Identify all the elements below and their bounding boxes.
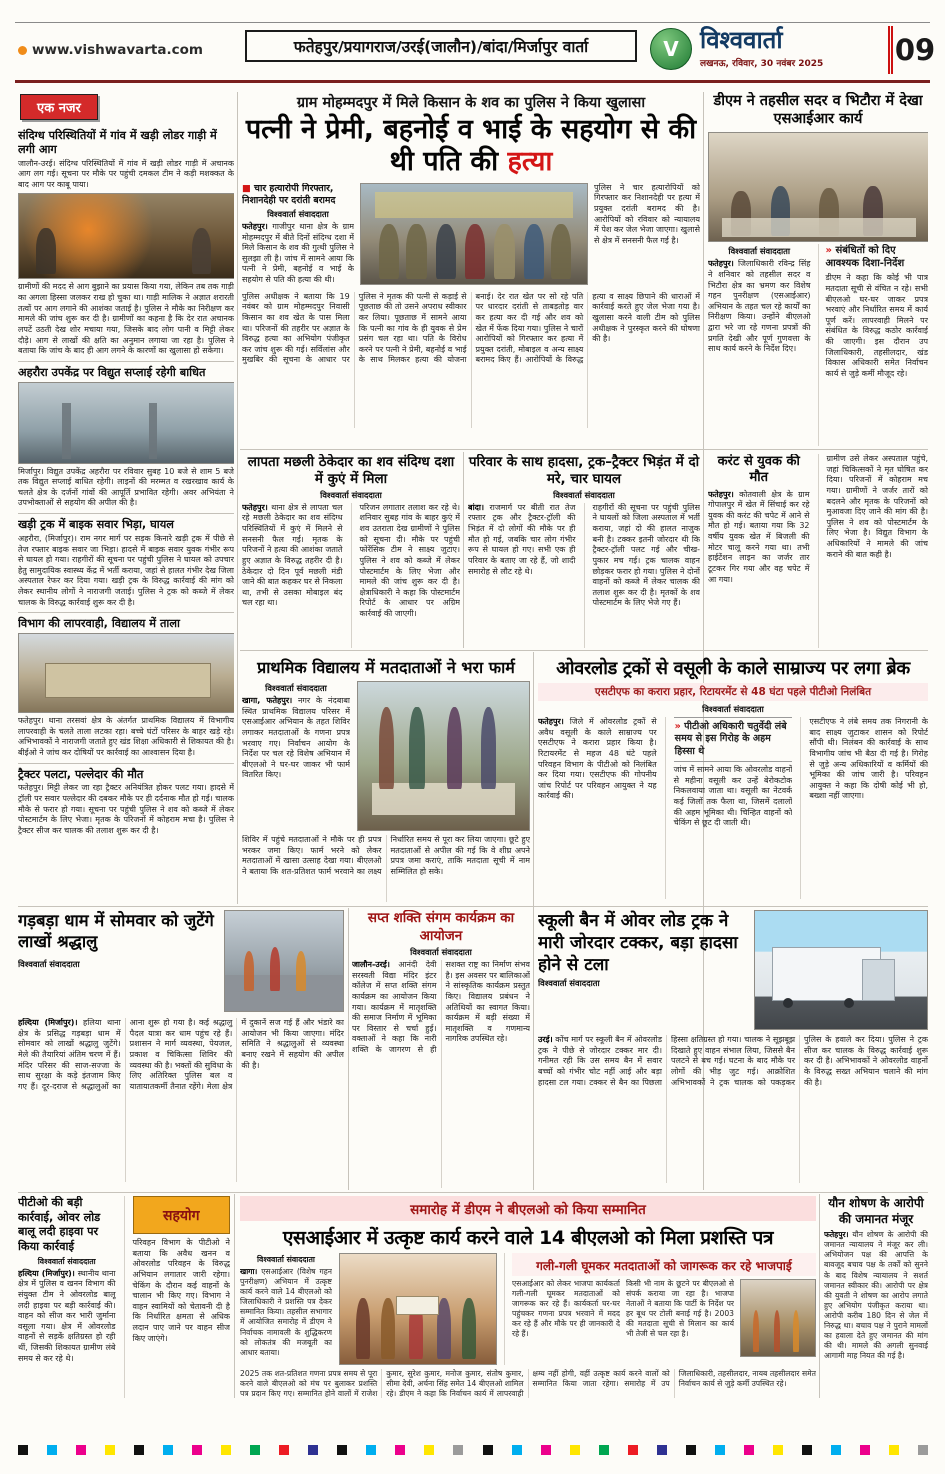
dm-subhead: संबंधितों को दिए आवश्यक दिशा-निर्देश — [825, 245, 905, 270]
print-marks — [18, 1444, 928, 1455]
logo-letter: V — [663, 37, 679, 61]
color-registration-mark — [47, 1445, 57, 1455]
sapt-shakti-story — [352, 910, 530, 1188]
brief-item — [18, 613, 234, 763]
truck-collision-photo — [754, 910, 928, 1030]
accident-byline: विश्ववार्ता संवाददाता — [553, 489, 615, 500]
site-url-block — [18, 42, 203, 58]
divider — [240, 650, 928, 651]
gali-headline: गली-गली घूमकर मतदाताओं को जागरूक कर रहे भाजपाई — [536, 1259, 792, 1273]
brief-headline: संदिग्ध परिस्थितियों में गांव में खड़ी लोडर गाड़ी में लगी आग — [18, 129, 217, 156]
color-registration-mark — [860, 1445, 870, 1455]
blo-dateline: खागा। — [240, 1267, 258, 1276]
brief-body: जालौन-उरई। संदिग्ध परिस्थितियों में गांव में खड़ी लोडर गाड़ी में अचानक आग लग गई। सूचना पर मौके पर पहुंची दमकल टीम ने कड़ी मशक्कत के बाद आग पर काबू पाया। — [18, 158, 234, 189]
ek-nazar-column — [18, 92, 234, 904]
sapt-byline: विश्ववार्ता संवाददाता — [410, 947, 472, 958]
forms-dateline: खागा, फतेहपुर। — [242, 696, 293, 705]
family-accident-story — [468, 454, 700, 648]
ek-nazar-title: एक नजर — [20, 94, 98, 120]
forms-headline: प्राथमिक विद्यालय में मतदाताओं ने भरा फार्म — [257, 658, 515, 677]
color-registration-mark — [279, 1445, 289, 1455]
color-registration-mark — [715, 1445, 725, 1455]
color-registration-mark — [163, 1445, 173, 1455]
color-registration-mark — [918, 1445, 928, 1455]
fish-body2: परिजन लगातार तलाश कर रहे थे। शनिवार सुबह गांव के बाहर कुएं में शव उतराता देख ग्रामीणों ने पुलिस को सूचना दी। मौके पर पहुंची फोरेंसिक टीम ने साक्ष्य जुटाए। पुलिस ने शव को कब्जे में लेकर पोस्टमार्टम के लिए भेजा और मामले की जांच शुरू कर दी है। क्षेत्राधिकारी ने कहा कि पोस्टमार्टम रिपोर्ट के आधार पर अग्रिम कार्रवाई की जाएगी। — [359, 502, 460, 618]
blo-band: समारोह में डीएम ने बीएलओ को किया सम्मानित — [240, 1196, 816, 1221]
forms-camp-photo — [357, 681, 530, 831]
bjp-door-to-door-photo — [740, 1279, 816, 1357]
overload-body2: जांच में सामने आया कि ओवरलोड वाहनों से महीना वसूली कर उन्हें बेरोकटोक निकलवाया जाता था। वसूली का नेटवर्क कई जिलों तक फैला था, जिसमें दलालों की अहम भूमिका थी। चिन्हित वाहनों को चेकिंग से छूट दी जाती थी। — [673, 765, 793, 828]
color-registration-mark — [134, 1445, 144, 1455]
electrocution-dateline: फतेहपुर। — [708, 489, 734, 499]
fish-byline: विश्ववार्ता संवाददाता — [320, 489, 382, 500]
overload-trucks-story — [538, 656, 928, 902]
sapt-dateline: जालौन-उरई। — [352, 960, 390, 970]
dm-headline: डीएम ने तहसील सदर व भिटौरा में देखा एसआईआर कार्य — [713, 93, 923, 128]
color-registration-mark — [221, 1445, 231, 1455]
brief-headline: खड़ी ट्रक में बाइक सवार भिड़ा, घायल — [18, 518, 174, 532]
lead-story — [242, 92, 700, 446]
angle-icon: » — [674, 721, 681, 732]
sahyog-label: सहयोग — [162, 1208, 200, 1224]
color-registration-mark — [308, 1445, 318, 1455]
dm-body2: डीएम ने कहा कि कोई भी पात्र मतदाता सूची से वंचित न रहे। सभी बीएलओ घर-घर जाकर प्रपत्र भरवाएं और निर्धारित समय में कार्य पूर्ण करें। लापरवाही मिलने पर संबंधित के विरुद्ध कठोर कार्रवाई की जाएगी। इस दौरान उप जिलाधिकारी, तहसीलदार, खंड विकास अधिकारी समेत निर्वाचन कार्य से जुड़े कर्मी मौजूद रहे। — [825, 273, 928, 378]
voter-forms-story — [242, 656, 530, 902]
region-box — [245, 30, 637, 62]
brief-headline: अहरौरा उपकेंद्र पर विद्युत सप्लाई रहेगी बाधित — [18, 365, 206, 379]
pto-dateline: हल्दिया (मिर्जापुर)। — [18, 1268, 75, 1278]
blo-body-bottom: 2025 तक शत-प्रतिशत गणना प्रपत्र समय से पूरा करने वाले बीएलओ को मंच पर बुलाकर प्रशस्ति पत्र प्रदान किए गए। सम्मानित होने वालों में राजेश कुमार, सुरेश कुमार, मनोज कुमार, संतोष कुमार, सीमा देवी, अर्चना सिंह समेत 14 बीएलओ शामिल रहे। डीएम ने कहा कि निर्वाचन कार्य में लापरवाही क्षम्य नहीं होगी, वहीं उत्कृष्ट कार्य करने वालों को सम्मानित किया जाता रहेगा। समारोह में उप जिलाधिकारी, तहसीलदार, नायब तहसीलदार समेत निर्वाचन कार्य से जुड़े कर्मी उपस्थित रहे। — [240, 1369, 816, 1398]
pilgrim-procession-photo — [224, 910, 344, 1012]
accident-body1: राजमार्ग पर बीती रात तेज रफ्तार ट्रक और ट्रैक्टर-ट्रॉली की भिड़ंत में दो लोगों की मौके पर ही मौत हो गई, जबकि चार लोग गंभीर रूप से घायल हो गए। सभी एक ही परिवार के बताए जा रहे हैं, जो शादी समारोह से लौट रहे थे। — [468, 502, 576, 576]
brief-body: ग्रामीणों की मदद से आग बुझाने का प्रयास किया गया, लेकिन तब तक गाड़ी का अगला हिस्सा जलकर राख हो चुका था। गाड़ी मालिक ने अज्ञात शरारती तत्वों पर आग लगाने की आशंका जताई है। पुलिस ने मौके का निरीक्षण कर मामले की जांच शुरू कर दी है। ग्रामीणों का कहना है कि देर रात अचानक लपटें उठती देख शोर मचाया गया, जिसके बाद लोग पानी व मिट्टी लेकर दौड़े। आग से लाखों की क्षति का अनुमान लगाया जा रहा है। पुलिस ने बताया कि जांच के बाद ही आग लगने के कारणों का खुलासा हो सकेगा। — [18, 282, 234, 356]
color-registration-mark — [366, 1445, 376, 1455]
accident-headline: परिवार के साथ हादसा, ट्रक–ट्रैक्टर भिड़ंत में दो मरे, चार घायल — [468, 454, 700, 487]
brief-body: फतेहपुर। मिट्टी लेकर जा रहा ट्रैक्टर अनियंत्रित होकर पलट गया। हादसे में ट्रॉली पर सवार पल्लेदार की दबकर मौके पर ही दर्दनाक मौत हो गई। चालक मौके से फरार हो गया। सूचना पर पहुंची पुलिस ने शव को कब्जे में लेकर पोस्टमार्टम के लिए भेजा। मृतक के परिजनों में कोहराम मचा है। पुलिस ने ट्रैक्टर सीज कर चालक की तलाश शुरू कर दी है। — [18, 783, 234, 835]
page-number: 09 — [894, 33, 936, 67]
edition-line: लखनऊ, रविवार, 30 नवंबर 2025 — [700, 59, 824, 70]
divider — [234, 1194, 235, 1398]
color-registration-mark — [802, 1445, 812, 1455]
bail-headline: यौन शोषण के आरोपी की जमानत मंजूर — [828, 1196, 924, 1226]
dm-dateline: फतेहपुर। — [708, 259, 734, 269]
divider — [237, 92, 238, 904]
brief-body: मिर्जापुर। विद्युत उपकेंद्र अहरौरा पर रविवार सुबह 10 बजे से शाम 5 बजे तक विद्युत सप्लाई बाधित रहेगी। लाइनों की मरम्मत व रखरखाव कार्य के चलते क्षेत्र के दर्जनों गांवों की आपूर्ति प्रभावित रहेगी। अवर अभियंता ने उपभोक्ताओं से सहयोग की अपील की है। — [18, 466, 234, 508]
sapt-headline: सप्त शक्ति संगम कार्यक्रम का आयोजन — [367, 910, 515, 944]
color-registration-mark — [453, 1445, 463, 1455]
fish-contractor-story — [242, 454, 460, 648]
lead-headline: पत्नी ने प्रेमी, बहनोई व भाई के सहयोग से की थी पति की हत्या — [245, 114, 697, 177]
overload-headline: ओवरलोड ट्रकों से वसूली के काले साम्राज्य पर लगा ब्रेक — [556, 658, 910, 679]
fish-headline: लापता मछली ठेकेदार का शव संदिग्ध दशा में कुएं में मिला — [247, 454, 455, 487]
color-registration-mark — [395, 1445, 405, 1455]
lead-body-left: गाजीपुर थाना क्षेत्र के ग्राम मोहम्मदपुर में बीते दिनों संदिग्ध दशा में मिले किसान के शव की गुत्थी पुलिस ने सुलझा ली है। जांच में सामने आया कि पत्नी ने प्रेमी, बहनोई व भाई के सहयोग से पति की हत्या की थी। — [242, 221, 354, 284]
van-body: कोंच मार्ग पर स्कूली बैन में ओवरलोड ट्रक ने पीछे से जोरदार टक्कर मार दी। गनीमत रही कि उस समय बैन में सवार बच्चों को गंभीर चोट नहीं आई और बड़ा हादसा टल गया। टक्कर से बैन का पिछला हिस्सा क्षतिग्रस्त हो गया। चालक ने सूझबूझ दिखाते हुए वाहन संभाल लिया, जिससे बैन पलटने से बच गई। घटना के बाद मौके पर लोगों की भीड़ जुट गई। आक्रोशित अभिभावकों ने ट्रक चालक को पकड़कर पुलिस के हवाले कर दिया। पुलिस ने ट्रक सीज कर चालक के विरुद्ध कार्रवाई शुरू कर दी है। अभिभावकों ने ओवरलोड वाहनों के विरुद्ध सख्त अभियान चलाने की मांग की है। — [538, 1035, 928, 1087]
divider — [348, 908, 349, 1190]
bail-body: यौन शोषण के आरोपी की जमानत न्यायालय ने मंजूर कर ली। अभियोजन पक्ष की आपत्ति के बावजूद बचाव पक्ष के तर्कों को सुनने के बाद विशेष न्यायालय ने सशर्त जमानत स्वीकार की। आरोपी पर क्षेत्र की युवती ने शोषण का आरोप लगाते हुए अभियोग पंजीकृत कराया था। आरोपी करीब 180 दिन से जेल में निरुद्ध था। बचाव पक्ष ने पुराने मामलों का हवाला देते हुए जमानत की मांग की थी। मामले की अगली सुनवाई आगामी माह नियत की गई है। — [824, 1230, 928, 1361]
divider — [533, 652, 534, 1190]
blo-byline: विश्ववार्ता संवाददाता — [257, 1255, 315, 1264]
color-registration-mark — [744, 1445, 754, 1455]
blo-body-left: एसआईआर (विशेष गहन पुनरीक्षण) अभियान में उत्कृष्ट कार्य करने वाले 14 बीएलओ को जिलाधिकारी ने प्रशस्ति पत्र देकर सम्मानित किया। तहसील सभागार में आयोजित समारोह में डीएम ने निर्वाचक नामावली के शुद्धिकरण को लोकतंत्र की मजबूती का आधार बताया। — [240, 1267, 332, 1357]
color-registration-mark — [570, 1445, 580, 1455]
lead-body-right: पुलिस ने चार हत्यारोपियों को गिरफ्तार कर निशानदेही पर हत्या में प्रयुक्त दरांती बरामद की है। आरोपियों को रविवार को न्यायालय में पेश कर जेल भेजा जाएगा। खुलासे से क्षेत्र में सनसनी फैल गई है। — [594, 182, 700, 245]
bjp-awareness-substory — [504, 1253, 816, 1365]
school-van-story — [538, 910, 928, 1188]
electrocution-body2: ग्रामीण उसे लेकर अस्पताल पहुंचे, जहां चिकित्सकों ने मृत घोषित कर दिया। परिजनों में कोहराम मच गया। ग्रामीणों ने जर्जर तारों को बदलने और मृतक के परिजनों को मुआवजा दिए जाने की मांग की है। पुलिस ने शव को पोस्टमार्टम के लिए भेजा है। विद्युत विभाग के अधिकारियों ने मामले की जांच कराने की बात कही है। — [826, 454, 928, 559]
divider — [18, 906, 928, 907]
overload-body1: जिले में ओवरलोड ट्रकों से अवैध वसूली के काले साम्राज्य पर एसटीएफ ने करारा प्रहार किया है। रिटायरमेंट से महज 48 घंटे पहले परिवहन विभाग के पीटीओ को निलंबित कर दिया गया। एसटीएफ की गोपनीय जांच रिपोर्ट पर परिवहन आयुक्त ने यह कार्रवाई की। — [538, 717, 657, 801]
pto-action-story — [18, 1196, 230, 1398]
masthead-logo-icon — [650, 28, 692, 70]
header-rule — [15, 80, 930, 83]
lead-bullet: चार हत्यारोपी गिरफ्तार, निशानदेही पर दरांती बरामद — [242, 182, 336, 206]
color-registration-mark — [337, 1445, 347, 1455]
bail-story — [824, 1196, 928, 1398]
divider — [240, 449, 928, 450]
gali-body2: किसी भी नाम के छूटने पर बीएलओ से संपर्क कराया जा रहा है। भाजपा नेताओं ने बताया कि पार्टी के निर्देश पर हर बूथ पर टोली बनाई गई है। 2003 की मतदाता सूची से मिलान का कार्य भी तेजी से चल रहा है। — [626, 1279, 734, 1339]
color-registration-mark — [541, 1445, 551, 1455]
gali-body1: एसआईआर को लेकर भाजपा कार्यकर्ता गली-गली घूमकर मतदाताओं को जागरूक कर रहे हैं। कार्यकर्ता घर-घर पहुंचकर गणना प्रपत्र भरवाने में मदद कर रहे हैं और मौके पर ही जानकारी दे रहे हैं। — [512, 1279, 620, 1339]
color-registration-mark — [686, 1445, 696, 1455]
lead-dateline: फतेहपुर। — [242, 221, 268, 231]
brief-item — [18, 125, 234, 362]
brief-headline: ट्रैक्टर पलटा, पल्लेदार की मौत — [18, 767, 144, 781]
gadbada-byline: विश्ववार्ता संवाददाता — [18, 958, 80, 969]
sun-icon — [18, 46, 27, 55]
electrocution-headline: करंट से युवक की मौत — [717, 454, 800, 486]
dm-sir-story — [708, 92, 928, 446]
divider — [819, 1194, 820, 1398]
overload-pullquote: » पीटीओ अधिकारी चतुर्वेदी लंबे समय से इस गिरोह के अहम हिस्सा थे — [674, 717, 793, 762]
school-photo — [18, 633, 234, 713]
gadbada-dham-story — [18, 910, 344, 1188]
color-registration-mark — [628, 1445, 638, 1455]
fish-dateline: फतेहपुर। — [242, 502, 268, 512]
overload-subhead: एसटीएफ का करारा प्रहार, रिटायरमेंट से 48 घंटा पहले पीटीओ निलंबित — [538, 683, 928, 701]
brief-item — [18, 362, 234, 514]
brief-item — [18, 514, 234, 613]
electrocution-story — [708, 454, 928, 648]
bail-dateline: फतेहपुर। — [824, 1230, 849, 1240]
accident-body2: राहगीरों की सूचना पर पहुंची पुलिस ने घायलों को जिला अस्पताल में भर्ती कराया, जहां दो की हालत नाजुक बनी है। टक्कर इतनी जोरदार थी कि ट्रैक्टर-ट्रॉली पलट गई और चीख-पुकार मच गई। ट्रक चालक वाहन छोड़कर फरार हो गया। पुलिस ने दोनों वाहनों को कब्जे में लेकर चालक की तलाश शुरू कर दी है। मृतकों के शव पोस्टमार्टम के लिए भेजे गए हैं। — [592, 502, 700, 608]
brief-body: फतेहपुर। थाना तरसवां क्षेत्र के अंतर्गत प्राथमिक विद्यालय में विभागीय लापरवाही के चलते ताला लटका रहा। बच्चे घंटों परिसर के बाहर खड़े रहे। अभिभावकों ने नाराजगी जताते हुए खंड शिक्षा अधिकारी से शिकायत की है। बीईओ ने जांच कर दोषियों पर कार्रवाई का आश्वासन दिया है। — [18, 716, 234, 757]
gadbada-headline: गड़बड़ा धाम में सोमवार को जुटेंगे लाखों श्रद्धालु — [18, 911, 214, 952]
color-registration-mark — [76, 1445, 86, 1455]
divider — [18, 1192, 928, 1193]
blo-award-story — [240, 1196, 816, 1398]
dm-inspection-photo — [708, 132, 928, 242]
color-registration-mark — [657, 1445, 667, 1455]
van-headline: स्कूली बैन में ओवर लोड ट्रक ने मारी जोरदार टक्कर, बड़ा हादसा होने से टला — [538, 911, 738, 976]
color-registration-mark — [889, 1445, 899, 1455]
blo-headline: एसआईआर में उत्कृष्ट कार्य करने वाले 14 बीएलओ को मिला प्रशस्ति पत्र — [282, 1227, 774, 1249]
page-number-box — [888, 26, 937, 74]
color-registration-mark — [105, 1445, 115, 1455]
color-registration-mark — [773, 1445, 783, 1455]
sahyog-box — [133, 1196, 231, 1234]
color-registration-mark — [424, 1445, 434, 1455]
lead-body-bottom: पुलिस अधीक्षक ने बताया कि 19 नवंबर को ग्राम मोहम्मदपुर निवासी किसान का शव खेत के पास मिला था। परिजनों की तहरीर पर अज्ञात के विरुद्ध हत्या का अभियोग पंजीकृत कर जांच शुरू की गई। सर्विलांस और मुखबिर की सूचना के आधार पर पुलिस ने मृतक की पत्नी से कड़ाई से पूछताछ की तो उसने अपराध स्वीकार कर लिया। पूछताछ में सामने आया कि पत्नी का गांव के ही युवक से प्रेम प्रसंग चल रहा था। पति के विरोध करने पर पत्नी ने प्रेमी, बहनोई व भाई के साथ मिलकर हत्या की योजना बनाई। देर रात खेत पर सो रहे पति पर धारदार दरांती से ताबड़तोड़ वार कर हत्या कर दी गई और शव को खेत में फेंक दिया गया। पुलिस ने चारों आरोपियों को गिरफ्तार कर हत्या में प्रयुक्त दरांती, मोबाइल व अन्य साक्ष्य बरामद किए हैं। आरोपियों के विरुद्ध हत्या व साक्ष्य छिपाने की धाराओं में कार्रवाई करते हुए जेल भेजा गया है। खुलासा करने वाली टीम को पुलिस अधीक्षक ने पुरस्कृत करने की घोषणा की है। — [242, 291, 700, 365]
accident-dateline: बांदा। — [468, 502, 484, 512]
color-registration-mark — [512, 1445, 522, 1455]
gadbada-body: हलिया थाना क्षेत्र के प्रसिद्ध गड़बड़ा धाम में सोमवार को लाखों श्रद्धालु जुटेंगे। मेले की तैयारियां अंतिम चरण में हैं। मंदिर परिसर की साज-सज्जा के साथ सुरक्षा के कड़े इंतजाम किए गए हैं। दूर-दराज से श्रद्धालुओं का आना शुरू हो गया है। कई श्रद्धालु पैदल यात्रा कर धाम पहुंच रहे हैं। प्रशासन ने मार्ग व्यवस्था, पेयजल, प्रकाश व चिकित्सा शिविर की व्यवस्था की है। भक्तों की सुविधा के लिए अतिरिक्त पुलिस बल व यातायातकर्मी तैनात रहेंगे। मेला क्षेत्र में दुकानें सज गई हैं और भंडारे का आयोजन भी किया जाएगा। मंदिर समिति ने श्रद्धालुओं से व्यवस्था बनाए रखने में सहयोग की अपील की है। — [18, 1018, 344, 1091]
electrocution-body1: कोतवाली क्षेत्र के ग्राम गोपालपुर में खेत में सिंचाई कर रहे युवक की करंट की चपेट में आने से मौत हो गई। बताया गया कि 32 वर्षीय युवक खेत में बिजली की मोटर चालू करने गया था। तभी हाईटेंशन लाइन का जर्जर तार टूटकर गिर गया और वह चपेट में आ गया। — [708, 489, 810, 584]
forms-body1: नगर के नंदबाबा स्थित प्राथमिक विद्यालय परिसर में एसआईआर अभियान के तहत शिविर लगाकर मतदाताओं के गणना प्रपत्र भरवाए गए। निर्वाचन आयोग के निर्देश पर चल रहे विशेष अभियान में बीएलओ ने घर-घर जाकर भी फार्म वितरित किए। — [242, 696, 350, 780]
overload-dateline: फतेहपुर। — [538, 717, 564, 726]
site-url: www.vishwavarta.com — [32, 42, 203, 58]
award-ceremony-photo — [339, 1253, 497, 1365]
region-list: फतेहपुर/प्रयागराज/उरई(जालौन)/बांदा/मिर्जापुर वार्ता — [293, 38, 589, 56]
masthead-title: विश्ववार्ता — [700, 26, 783, 54]
brief-item — [18, 764, 234, 841]
pto-body2: परिवहन विभाग के पीटीओ ने बताया कि अवैध खनन व ओवरलोड परिवहन के विरुद्ध अभियान लगातार जारी रहेगा। चेकिंग के दौरान कई वाहनों के चालान भी किए गए। विभाग ने वाहन स्वामियों को चेतावनी दी है कि निर्धारित क्षमता से अधिक लदान पाए जाने पर वाहन सीज किए जाएंगे। — [132, 1238, 230, 1343]
forms-byline: विश्ववार्ता संवाददाता — [265, 683, 327, 693]
substation-photo — [18, 382, 234, 464]
forms-body2: शिविर में पहुंचे मतदाताओं ने मौके पर ही प्रपत्र भरकर जमा किए। फार्म भरने को लेकर मतदाताओं में खासा उत्साह देखा गया। बीएलओ ने बताया कि शत-प्रतिशत फार्म भरवाने का लक्ष्य निर्धारित समय से पूरा कर लिया जाएगा। छूटे हुए मतदाताओं से अपील की गई कि वे शीघ्र अपने प्रपत्र जमा कराएं, ताकि मतदाता सूची में नाम सम्मिलित हो सके। — [242, 835, 530, 876]
dm-byline: विश्ववार्ता संवाददाता — [728, 246, 791, 257]
fire-loader-photo — [18, 193, 234, 279]
brief-headline: विभाग की लापरवाही, विद्यालय में ताला — [18, 617, 180, 631]
color-registration-mark — [599, 1445, 609, 1455]
van-dateline: उरई। — [538, 1035, 553, 1044]
color-registration-mark — [483, 1445, 493, 1455]
masthead — [650, 28, 823, 70]
gadbada-dateline: हल्दिया (मिर्जापुर)। — [18, 1018, 78, 1027]
lead-photo-police-arrest — [360, 183, 588, 285]
divider — [463, 452, 464, 648]
sapt-body: आनंदी देवी सरस्वती विद्या मंदिर इंटर कॉलेज में सप्त शक्ति संगम कार्यक्रम का आयोजन किया गया। कार्यक्रम में मातृशक्ति की समाज निर्माण में भूमिका पर विस्तार से चर्चा हुई। वक्ताओं ने कहा कि नारी शक्ति के जागरण से ही सशक्त राष्ट्र का निर्माण संभव है। इस अवसर पर बालिकाओं ने सांस्कृतिक कार्यक्रम प्रस्तुत किए। विद्यालय प्रबंधन ने अतिथियों का स्वागत किया। कार्यक्रम में बड़ी संख्या में मातृशक्ति व गणमान्य नागरिक उपस्थित रहे। — [352, 960, 530, 1055]
pto-body1: स्थानीय थाना क्षेत्र में पुलिस व खनन विभाग की संयुक्त टीम ने ओवरलोड बालू लदी हाइवा पर बड़ी कार्रवाई की। वाहन को सीज कर भारी जुर्माना वसूला गया। क्षेत्र में ओवरलोड वाहनों से सड़कें क्षतिग्रस्त हो रही थीं, जिसकी शिकायत ग्रामीण लंबे समय से कर रहे थे। — [18, 1268, 116, 1363]
color-registration-mark — [18, 1445, 28, 1455]
color-registration-mark — [250, 1445, 260, 1455]
brief-body: अहरौरा, (मिर्जापुर)। राम नगर मार्ग पर सड़क किनारे खड़ी ट्रक में पीछे से तेज रफ्तार बाइक सवार जा भिड़ा। हादसे में बाइक सवार युवक गंभीर रूप से घायल हो गया। राहगीरों की सूचना पर पहुंची पुलिस ने घायल को उपचार हेतु सामुदायिक स्वास्थ्य केंद्र में भर्ती कराया, जहां से हालत गंभीर देख जिला अस्पताल रेफर कर दिया गया। खड़ी ट्रक के विरुद्ध कार्रवाई की मांग को लेकर स्थानीय लोगों ने नाराजगी जताई। पुलिस ने ट्रक को कब्जे में लेकर चालक के विरुद्ध कार्रवाई शुरू कर दी है। — [18, 533, 234, 607]
lead-headline-accent: हत्या — [507, 145, 553, 177]
color-registration-mark — [831, 1445, 841, 1455]
pto-headline: पीटीओ की बड़ी कार्रवाई, ओवर लोड बालू लदी हाइवा पर किया कार्रवाई — [18, 1196, 101, 1254]
pto-byline: विश्ववार्ता संवाददाता — [37, 1256, 96, 1266]
fish-body1: थाना क्षेत्र से लापता चल रहे मछली ठेकेदार का शव संदिग्ध परिस्थितियों में कुएं में मिलने से सनसनी फैल गई। मृतक के परिजनों ने हत्या की आशंका जताते हुए अज्ञात के विरुद्ध तहरीर दी है। ठेकेदार दो दिन पूर्व मछली मंडी जाने की बात कहकर घर से निकला था, तभी से उसका मोबाइल बंद चल रहा था। — [242, 502, 343, 608]
top-rule — [15, 22, 930, 23]
van-byline: विश्ववार्ता संवाददाता — [538, 978, 600, 989]
bullet-icon: ■ — [242, 182, 251, 194]
color-registration-mark — [192, 1445, 202, 1455]
lead-byline: विश्ववार्ता संवाददाता — [267, 208, 329, 219]
dm-body1: जिलाधिकारी रविन्द्र सिंह ने शनिवार को तहसील सदर व भिटौरा क्षेत्र का भ्रमण कर विशेष गहन पुनरीक्षण (एसआईआर) अभियान के तहत चल रहे कार्यों का निरीक्षण किया। उन्होंने बीएलओ द्वारा भरे जा रहे गणना प्रपत्रों की प्रगति देखी और पूर्ण गुणवत्ता के साथ कार्य करने के निर्देश दिए। — [708, 259, 811, 354]
lead-kicker: ग्राम मोहम्मदपुर में मिले किसान के शव का पुलिस ने किया खुलासा — [296, 95, 646, 111]
overload-byline: विश्ववार्ता संवाददाता — [702, 704, 764, 714]
overload-body3: एसटीएफ ने लंबे समय तक निगरानी के बाद साक्ष्य जुटाकर शासन को रिपोर्ट सौंपी थी। निलंबन की कार्रवाई के साथ विभागीय जांच भी बैठा दी गई है। गिरोह से जुड़े अन्य अधिकारियों व कर्मियों की भूमिका की जांच जारी है। परिवहन आयुक्त ने कहा कि दोषी कोई भी हो, बख्शा नहीं जाएगा। — [809, 717, 928, 801]
angle-icon: » — [825, 245, 832, 257]
